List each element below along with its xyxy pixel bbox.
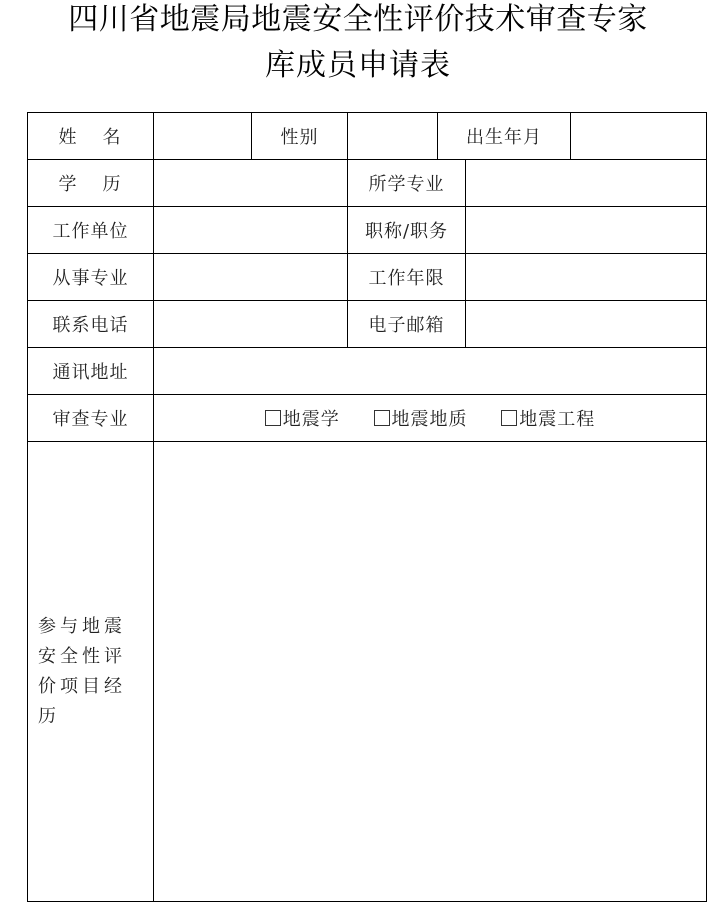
review-major-options	[154, 395, 707, 442]
education-label: 学历	[28, 160, 154, 207]
row-experience	[28, 442, 707, 902]
option-earthquake-engineering[interactable]	[501, 409, 595, 430]
work-years-label: 工作年限	[348, 254, 466, 301]
gender-label: 性别	[252, 113, 348, 160]
row-phone	[28, 301, 707, 348]
option-seismology-label: 地震学	[282, 409, 340, 430]
row-education	[28, 160, 707, 207]
row-address	[28, 348, 707, 395]
experience-field[interactable]	[154, 442, 707, 902]
address-field[interactable]	[154, 348, 707, 395]
birth-field[interactable]	[571, 113, 707, 160]
row-field	[28, 254, 707, 301]
field-field[interactable]	[154, 254, 348, 301]
work-unit-label: 工作单位	[28, 207, 154, 254]
email-label: 电子邮箱	[348, 301, 466, 348]
review-major-label: 审查专业	[28, 395, 154, 442]
work-years-field[interactable]	[466, 254, 707, 301]
option-seismic-geology-label: 地震地质	[391, 409, 468, 430]
option-earthquake-engineering-label: 地震工程	[519, 409, 596, 430]
name-field[interactable]	[154, 113, 252, 160]
row-work-unit	[28, 207, 707, 254]
title-position-field[interactable]	[466, 207, 707, 254]
birth-label: 出生年月	[438, 113, 571, 160]
row-name	[28, 113, 707, 160]
phone-label: 联系电话	[28, 301, 154, 348]
option-seismology[interactable]	[265, 409, 340, 430]
option-seismic-geology[interactable]	[374, 409, 468, 430]
checkbox-earthquake-engineering[interactable]	[501, 410, 517, 426]
major-field[interactable]	[466, 160, 707, 207]
address-label: 通讯地址	[28, 348, 154, 395]
major-label: 所学专业	[348, 160, 466, 207]
checkbox-seismic-geology[interactable]	[374, 410, 390, 426]
application-form-table	[27, 112, 707, 902]
phone-field[interactable]	[154, 301, 348, 348]
experience-label: 参与地震安全性评价项目经历	[28, 442, 154, 902]
title-position-label: 职称/职务	[348, 207, 466, 254]
name-label: 姓名	[28, 113, 154, 160]
gender-field[interactable]	[348, 113, 438, 160]
education-field[interactable]	[154, 160, 348, 207]
page-title: 四川省地震局地震安全性评价技术审查专家	[68, 2, 648, 37]
email-field[interactable]	[466, 301, 707, 348]
work-unit-field[interactable]	[154, 207, 348, 254]
page-subtitle: 库成员申请表	[265, 48, 451, 83]
checkbox-seismology[interactable]	[265, 410, 281, 426]
row-review-major	[28, 395, 707, 442]
field-label: 从事专业	[28, 254, 154, 301]
